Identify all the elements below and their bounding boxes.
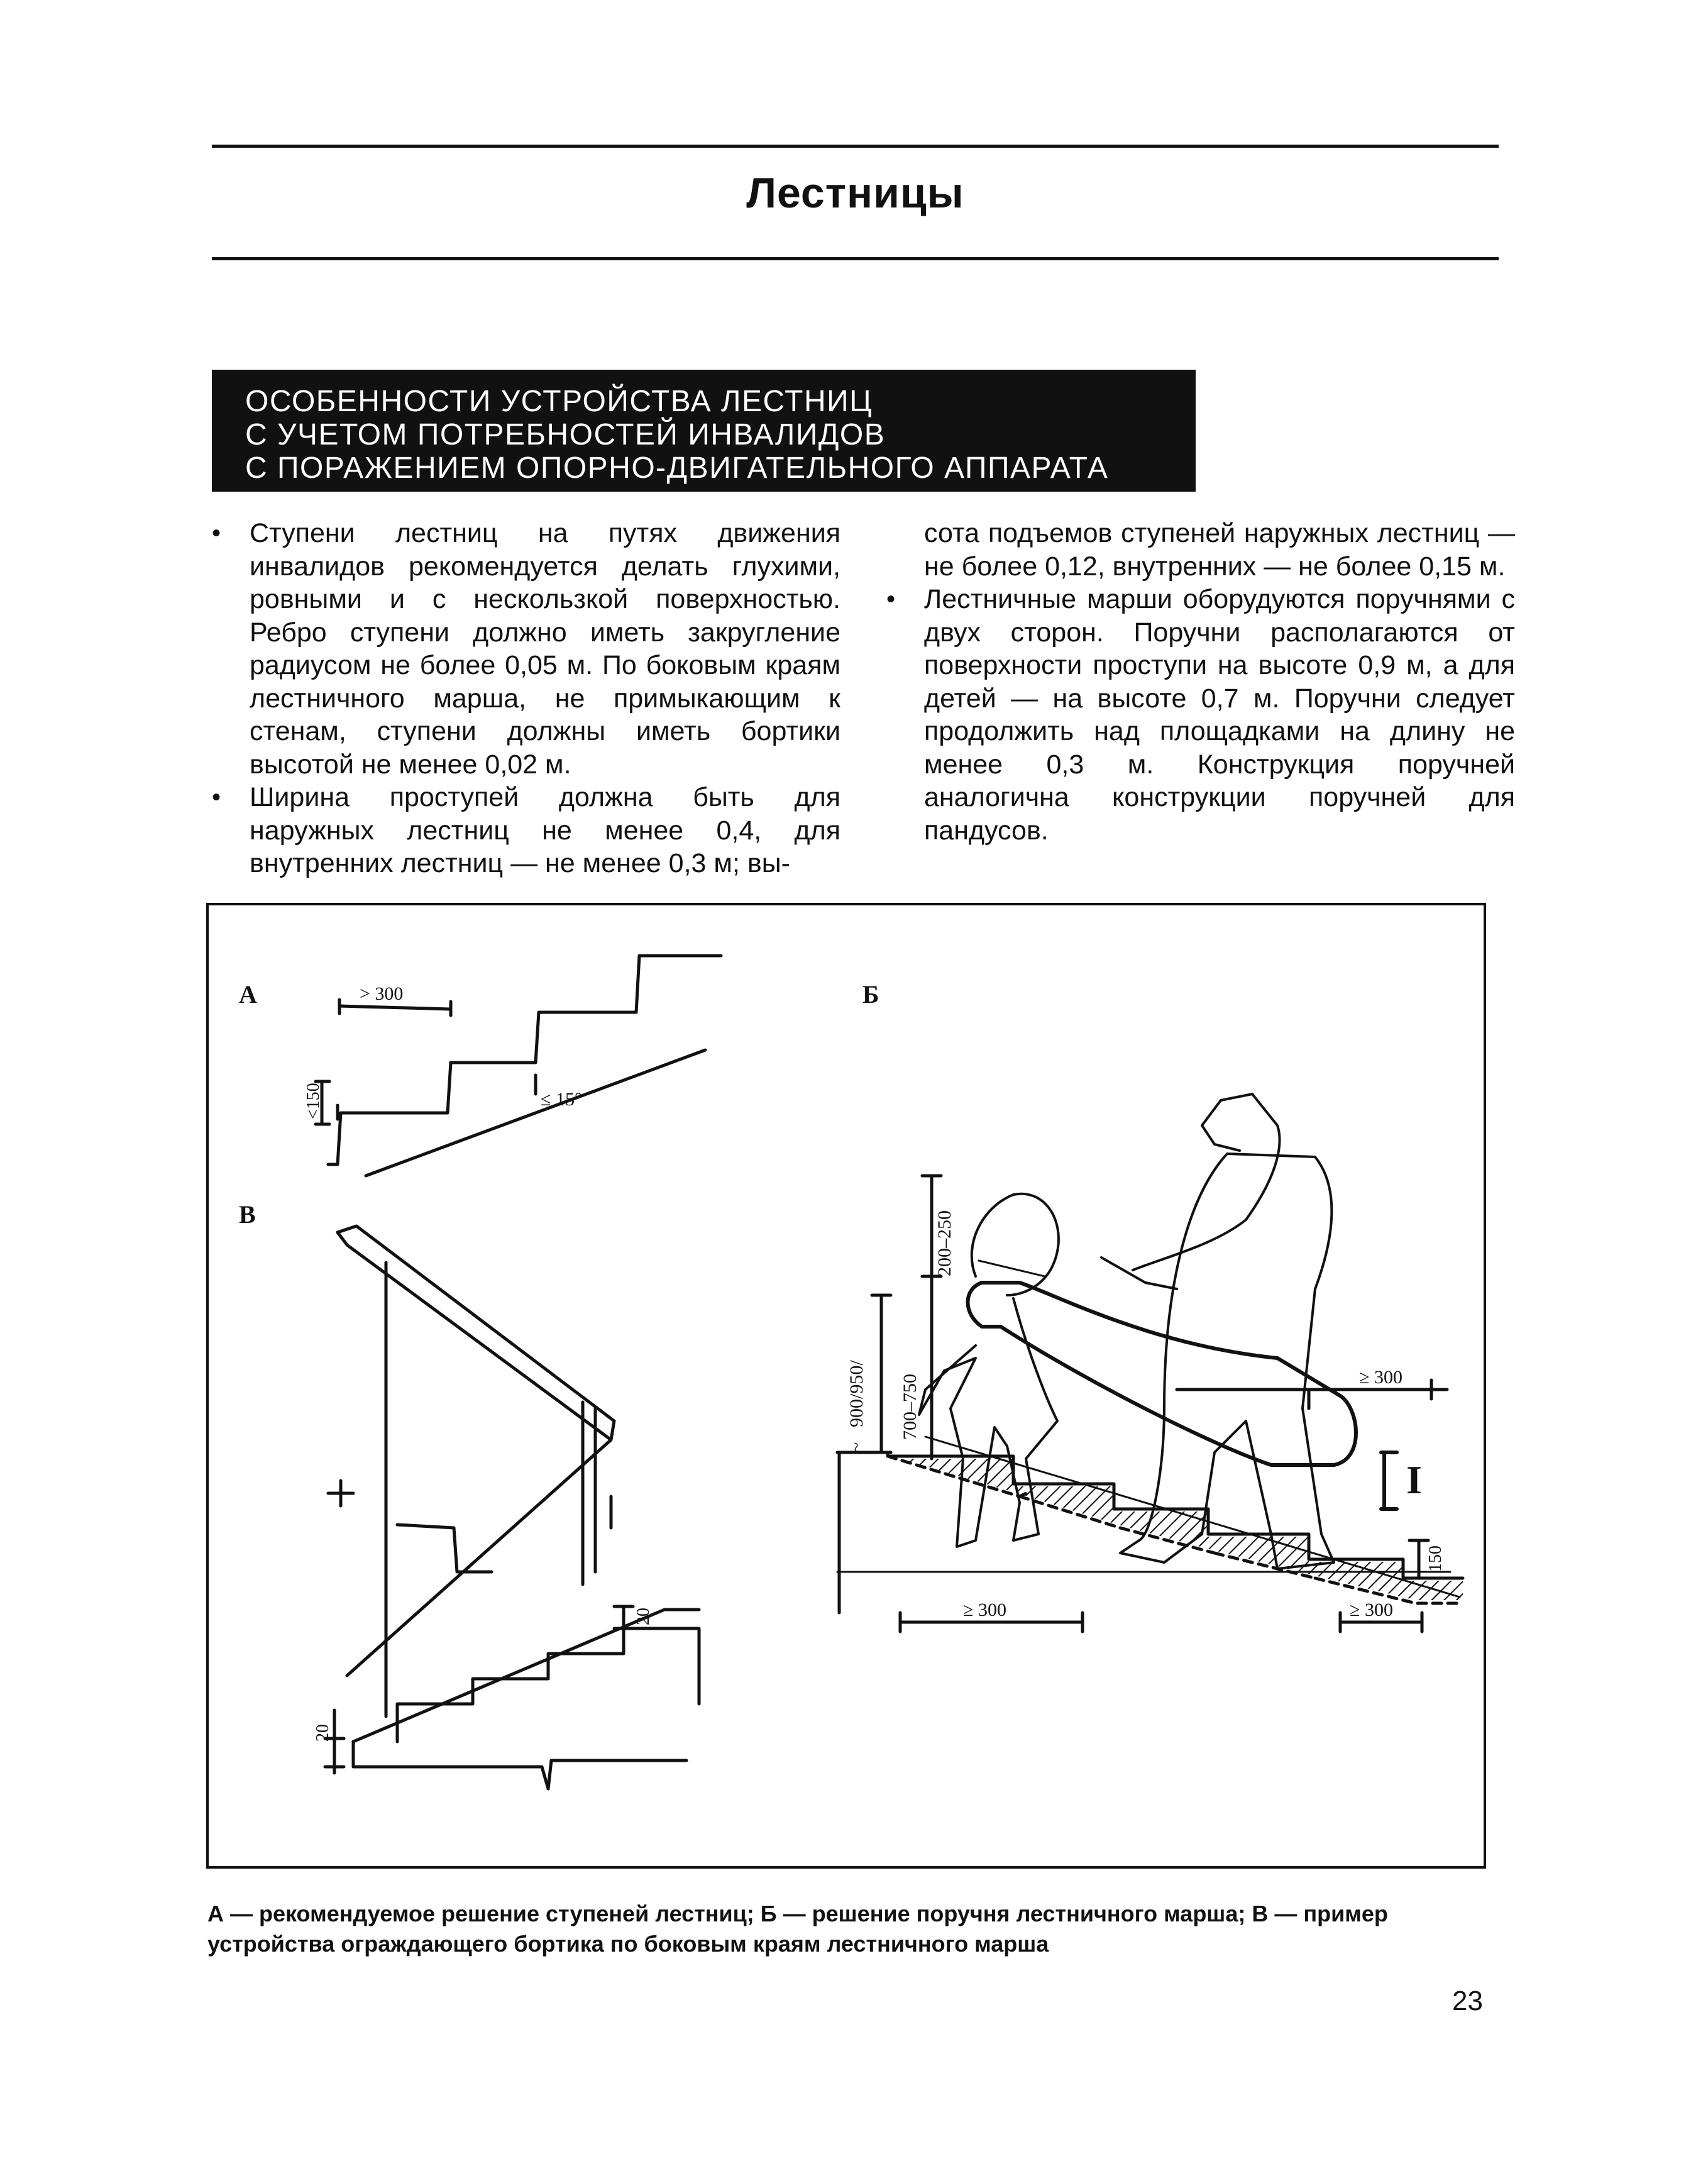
dim-b-ext-top: ≥ 300 <box>1359 1367 1402 1388</box>
dim-b-rail: 900/950/ <box>846 1360 867 1427</box>
bullet-dot: • <box>212 783 221 811</box>
page-number: 23 <box>1452 1986 1483 2016</box>
banner-line-1: ОСОБЕННОСТИ УСТРОЙСТВА ЛЕСТНИЦ <box>245 385 873 418</box>
bullet-item <box>212 781 840 880</box>
dim-b-top: 200–250 <box>934 1210 955 1276</box>
panel-label-v: В <box>239 1200 256 1229</box>
panel-label-b: Б <box>862 980 879 1009</box>
bullet-text: Ступени лестниц на путях движения инвалидов рекомендуется делать глухими, ровными и с нескользкой поверхностью. Ребро ступени должно иметь закругление радиусом не более 0,05 м. По боковым краям лестничного марша, не примыкающим к стенам, ступени должны иметь бортики высотой не менее 0,02 м. <box>250 518 840 780</box>
dim-v-board-bottom: 20 <box>313 1724 333 1742</box>
panel-label-a: А <box>239 980 257 1009</box>
section-mark-i: I <box>1406 1457 1422 1502</box>
bullet-item <box>886 583 1515 847</box>
bullet-dot: • <box>212 519 221 547</box>
dim-a-tread: > 300 <box>360 983 404 1004</box>
section-banner <box>212 370 1196 492</box>
dim-a-riser: <150 <box>304 1083 323 1119</box>
left-column <box>212 517 840 880</box>
right-column <box>886 517 1515 847</box>
bullet-text: Лестничные марши оборудуются поручнями с двух сторон. Поручни располагаются от поверхности проступи на высоте 0,9 м, а для детей — на высоте 0,7 м. Поручни следует продолжить над площадками на длину не менее 0,3 м. Конструкция поручней аналогична конструкции поручней для пандусов. <box>924 584 1515 846</box>
page-title: Лестницы <box>746 169 964 217</box>
figure-frame <box>206 903 1486 1869</box>
bullet-text: Ширина проступей должна быть для наружных лестниц не менее 0,4, для внутренних лестниц — не менее 0,3 м; вы- <box>250 782 840 878</box>
panel-b-drawing <box>837 1094 1479 1722</box>
dim-b-ext-bottom-left: ≥ 300 <box>963 1600 1006 1620</box>
figure-caption: А — рекомендуемое решение ступеней лестниц; Б — решение поручня лестничного марша; В — пример устройства ограждающего бортика по боковым краям лестничного марша <box>207 1901 1388 1957</box>
title-underline <box>212 257 1499 260</box>
stair-diagram <box>209 905 1484 1866</box>
dim-b-riser: 150 <box>1426 1545 1445 1572</box>
banner-line-2: С УЧЕТОМ ПОТРЕБНОСТЕЙ ИНВАЛИДОВ <box>245 418 886 451</box>
banner-line-3: С ПОРАЖЕНИЕМ ОПОРНО-ДВИГАТЕЛЬНОГО АППАРАТА <box>245 451 1109 485</box>
top-rule <box>212 145 1499 148</box>
continuation-text: сота подъемов ступеней наружных лестниц — не более 0,12, внутренних — не более 0,15 м. <box>924 518 1515 582</box>
bullet-item <box>212 517 840 781</box>
dim-a-angle: ≤ 15° <box>541 1089 582 1110</box>
panel-v-drawing <box>325 1226 699 1789</box>
bullet-dot: • <box>886 585 896 613</box>
dim-b-rail-tilde: ~ <box>846 1442 867 1452</box>
dim-v-board-top: 20 <box>634 1608 653 1625</box>
dim-b-ext-bottom-right: ≥ 300 <box>1350 1600 1393 1620</box>
dim-b-rail-child: 700–750 <box>900 1374 920 1440</box>
